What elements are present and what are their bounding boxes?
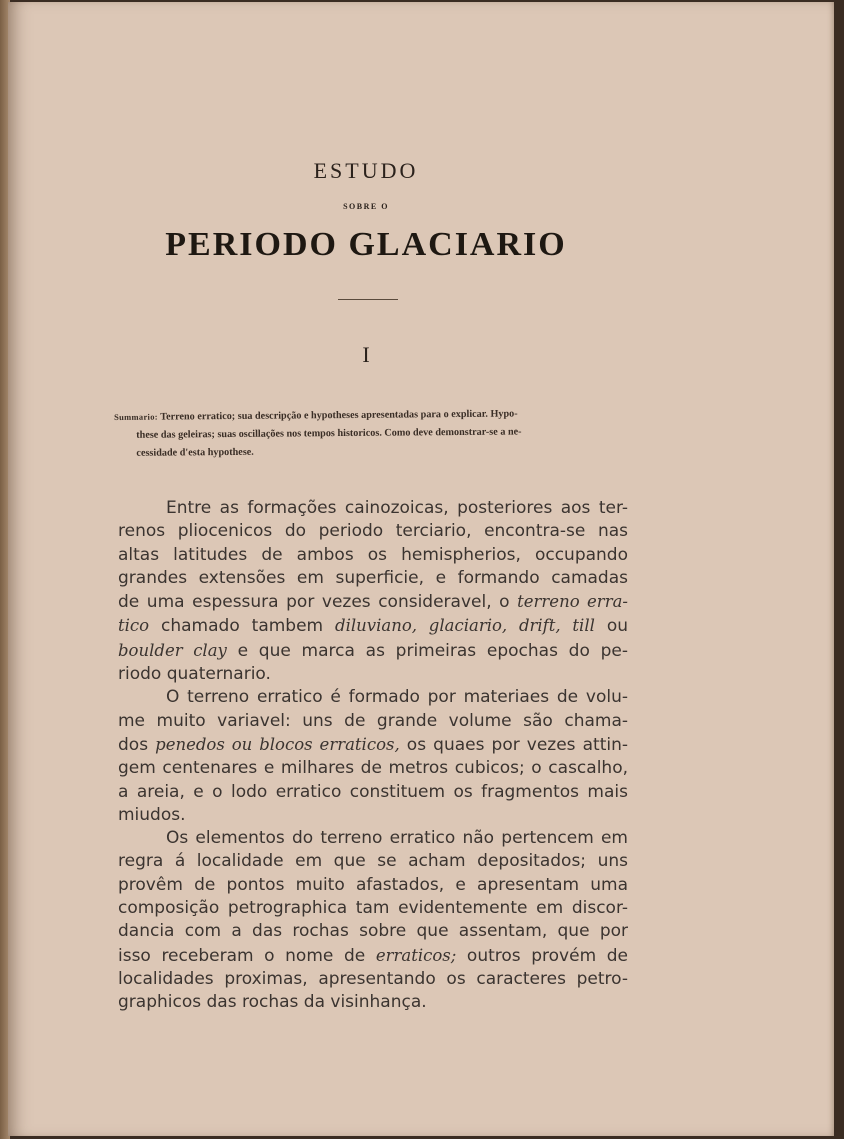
italic-term: tico (118, 616, 150, 636)
book-page (8, 2, 834, 1136)
text-line: gem centenares e milhares de metros cubicos; o cascalho, (118, 758, 628, 779)
chapter-summary (114, 404, 624, 463)
italic-term: terreno erra- (517, 592, 628, 612)
italic-term: erraticos; (375, 945, 457, 965)
text-line: renos pliocenicos do periodo terciario, encontra-se nas (118, 521, 628, 542)
divider-rule (338, 299, 398, 300)
italic-term: boulder clay (118, 640, 227, 660)
text-line: provêm de pontos muito afastados, e apresentam uma (118, 874, 628, 895)
text-line: tico chamado tambem diluviano, glaciario, drift, till ou (118, 616, 628, 637)
text-line: Os elementos do terreno erratico não pertencem em (166, 828, 628, 849)
text-line: riodo quaternario. (118, 664, 271, 685)
text-line: Entre as formações cainozoicas, posteriores aos ter- (166, 498, 628, 518)
summary-text: Terreno erratico; sua descripção e hypotheses apresentadas para o explicar. Hypo- (157, 408, 518, 423)
text-line: de uma espessura por vezes consideravel, o terreno erra- (118, 592, 628, 613)
chapter-numeral: I (362, 342, 370, 367)
title-estudo: ESTUDO (313, 158, 419, 183)
text-line: miudos. (118, 804, 186, 825)
text-line: dancia com a das rochas sobre que assentam, que por (118, 921, 628, 942)
text-line: grandes extensões em superficie, e formando camadas (118, 567, 628, 588)
summary-line: these das geleiras; suas oscillações nos tempos historicos. Como deve demonstrar-se a ne- (136, 426, 522, 441)
text-line: regra á localidade em que se acham depositados; uns (118, 851, 628, 872)
text-line: altas latitudes de ambos os hemispherios, occupando (118, 544, 628, 565)
text-line: a areia, e o lodo erratico constituem os fragmentos mais (118, 781, 628, 802)
paragraph-2 (118, 686, 628, 827)
summary-label: Summario: (114, 411, 158, 422)
text-line: localidades proximas, apresentando os caracteres petro- (118, 968, 628, 989)
paragraph-3 (118, 827, 628, 1014)
summary-line: cessidade d'esta hypothese. (136, 446, 254, 459)
title-connector: SOBRE O (343, 202, 389, 211)
text-line: composição petrographica tam evidentemente em discor- (118, 898, 628, 919)
text-line: isso receberam o nome de erraticos; outros provém de (118, 945, 628, 966)
italic-term: penedos ou blocos erraticos, (155, 734, 400, 754)
body-text (118, 497, 628, 1015)
text-line: me muito variavel: uns de grande volume são chama- (118, 710, 628, 731)
text-line: O terreno erratico é formado por materiaes de volu- (166, 687, 628, 708)
text-line: boulder clay e que marca as primeiras epochas do pe- (118, 640, 628, 661)
text-line: dos penedos ou blocos erraticos, os quaes por vezes attin- (118, 734, 628, 755)
paragraph-1 (118, 497, 628, 686)
italic-term: diluviano, glaciario, drift, till (335, 616, 595, 636)
page-title: PERIODO GLACIARIO (165, 226, 567, 263)
text-line: graphicos das rochas da visinhança. (118, 992, 427, 1013)
